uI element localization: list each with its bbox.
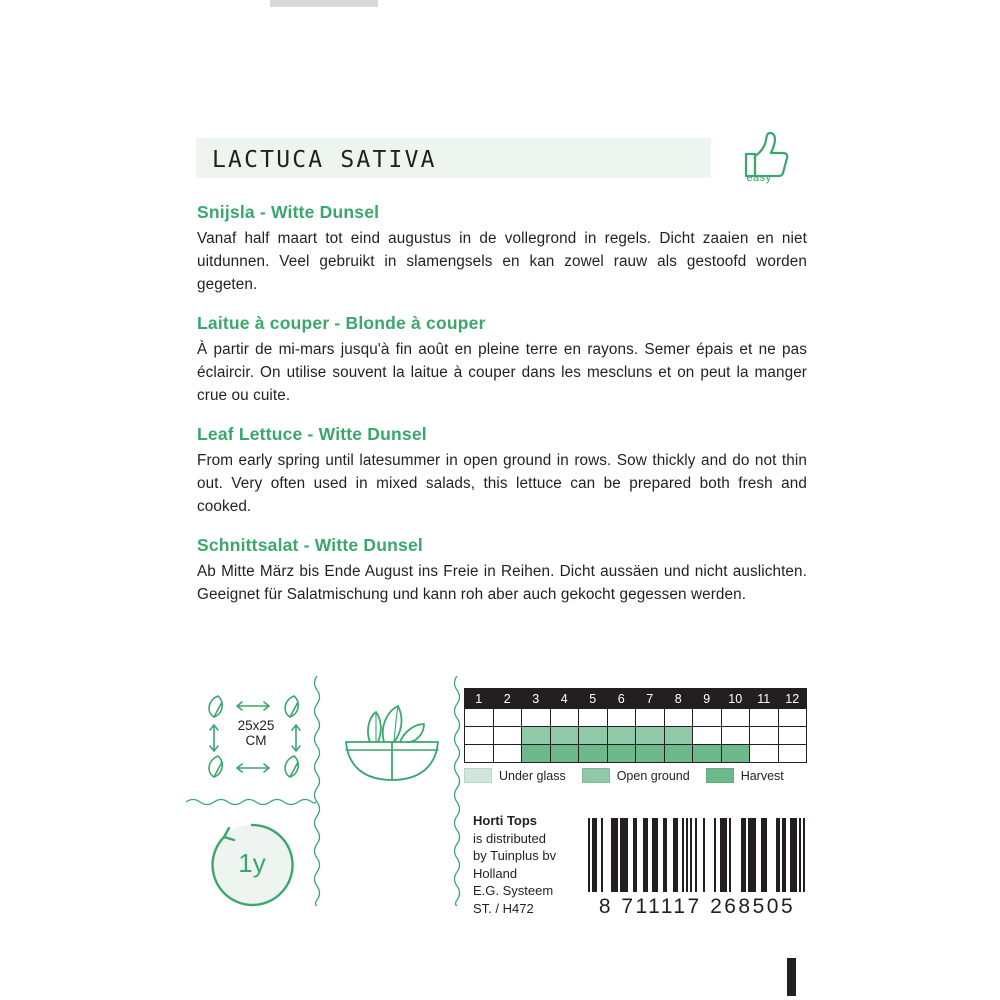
calendar-header-row (465, 689, 807, 709)
calendar-cell (778, 709, 807, 727)
calendar-row (465, 727, 807, 745)
shelf-life-label: 1y (238, 848, 266, 878)
barcode (588, 818, 806, 919)
body-en: From early spring until latesummer in open ground in rows. Sow thickly and do not thin out. Very often used in mixed salads, this lettuce can be prepared both fresh and cooked. (197, 452, 807, 515)
language-block-fr (197, 313, 807, 407)
calendar-cell (664, 709, 693, 727)
legend-swatch-open (582, 768, 610, 783)
calendar-cell (465, 727, 494, 745)
barcode-bars (588, 818, 806, 892)
calendar-cell (550, 709, 579, 727)
body-nl: Vanaf half maart tot eind augustus in de vollegrond in regels. Dicht zaaien en niet uitdunnen. Veel gebruikt in slamengsels en kan zowel rauw als gestoofd worden gegeten. (197, 230, 807, 293)
calendar-cell (550, 745, 579, 763)
calendar-cell (636, 745, 665, 763)
barcode-number: 8 711117 268505 (598, 895, 796, 918)
calendar-cell (721, 727, 750, 745)
salad-bowl-icon (332, 688, 452, 788)
bottom-registration-mark (787, 958, 796, 996)
easy-label: easy (746, 172, 772, 184)
title-en: Leaf Lettuce - Witte Dunsel (197, 424, 427, 444)
calendar-cell (636, 727, 665, 745)
calendar-cell (579, 727, 608, 745)
calendar-cell (693, 745, 722, 763)
calendar-cell (493, 727, 522, 745)
calendar-cell (522, 727, 551, 745)
calendar-cell (750, 727, 779, 745)
body-fr: À partir de mi-mars jusqu'à fin août en pleine terre en rayons. Semer épais et ne pas éclaircir. On utilise souvent la laitue à couper dans les mescluns et on peut la manger crue ou cuite. (197, 341, 807, 404)
calendar-month-8: 8 (664, 689, 693, 709)
calendar-cell (579, 745, 608, 763)
calendar-cell (664, 727, 693, 745)
distributor-line-6: ST. / H472 (473, 900, 534, 916)
calendar-month-9: 9 (693, 689, 722, 709)
distributor-line-3: by Tuinplus bv (473, 848, 557, 863)
distributor-brand: Horti Tops (473, 813, 538, 828)
calendar-cell (607, 745, 636, 763)
calendar-legend (464, 768, 800, 783)
plant-spacing-text (196, 718, 316, 748)
calendar-month-5: 5 (579, 689, 608, 709)
legend-item-harvest (706, 768, 784, 783)
legend-item-glass (464, 768, 566, 783)
spacing-unit: CM (245, 733, 267, 748)
distributor-line-5: E.G. Systeem (473, 883, 554, 898)
calendar-cell (664, 745, 693, 763)
calendar-cell (607, 727, 636, 745)
calendar-month-3: 3 (522, 689, 551, 709)
calendar-cell (750, 709, 779, 727)
calendar-cell (721, 745, 750, 763)
calendar-cell (579, 709, 608, 727)
calendar-cell (493, 709, 522, 727)
distributor-line-2: is distributed (473, 830, 546, 846)
language-block-de (197, 535, 807, 606)
calendar-cell (693, 727, 722, 745)
legend-label-harvest: Harvest (740, 768, 784, 783)
calendar-cell (636, 709, 665, 727)
distributor-info (473, 812, 556, 917)
calendar-row (465, 709, 807, 727)
legend-label-open: Open ground (616, 768, 690, 783)
separator-wavy-vertical-2 (452, 676, 462, 911)
calendar-row (465, 745, 807, 763)
title-nl: Snijsla - Witte Dunsel (197, 202, 380, 222)
legend-swatch-glass (464, 768, 492, 783)
legend-item-open (582, 768, 690, 783)
calendar-cell (721, 709, 750, 727)
calendar-month-1: 1 (465, 689, 494, 709)
calendar-cell (493, 745, 522, 763)
calendar-cell (778, 727, 807, 745)
body-de: Ab Mitte März bis Ende August ins Freie in Reihen. Dicht aussäen und nicht auslichten. Geeignet für Salatmischung und kann roh aber auch gekocht gegessen werden. (197, 563, 807, 603)
language-block-nl (197, 202, 807, 296)
distributor-line-4: Holland (473, 865, 518, 881)
legend-label-glass: Under glass (499, 768, 566, 783)
calendar-month-7: 7 (636, 689, 665, 709)
calendar-cell (522, 709, 551, 727)
spacing-value: 25x25 (237, 718, 275, 733)
calendar-month-4: 4 (550, 689, 579, 709)
top-registration-mark (270, 0, 378, 7)
species-title: LACTUCA SATIVA (212, 147, 437, 173)
title-de: Schnittsalat - Witte Dunsel (197, 535, 423, 555)
calendar-cell (465, 709, 494, 727)
calendar-cell (778, 745, 807, 763)
calendar-month-12: 12 (778, 689, 807, 709)
legend-swatch-harvest (706, 768, 734, 783)
calendar-cell (465, 745, 494, 763)
sowing-calendar (464, 688, 807, 763)
calendar-cell (522, 745, 551, 763)
language-block-en (197, 424, 807, 518)
calendar-month-11: 11 (750, 689, 779, 709)
calendar-month-6: 6 (607, 689, 636, 709)
separator-wavy-horizontal (186, 794, 316, 812)
title-fr: Laitue à couper - Blonde à couper (197, 313, 486, 333)
calendar-month-10: 10 (721, 689, 750, 709)
calendar-month-2: 2 (493, 689, 522, 709)
calendar-cell (693, 709, 722, 727)
calendar-cell (550, 727, 579, 745)
calendar-cell (750, 745, 779, 763)
calendar-cell (607, 709, 636, 727)
